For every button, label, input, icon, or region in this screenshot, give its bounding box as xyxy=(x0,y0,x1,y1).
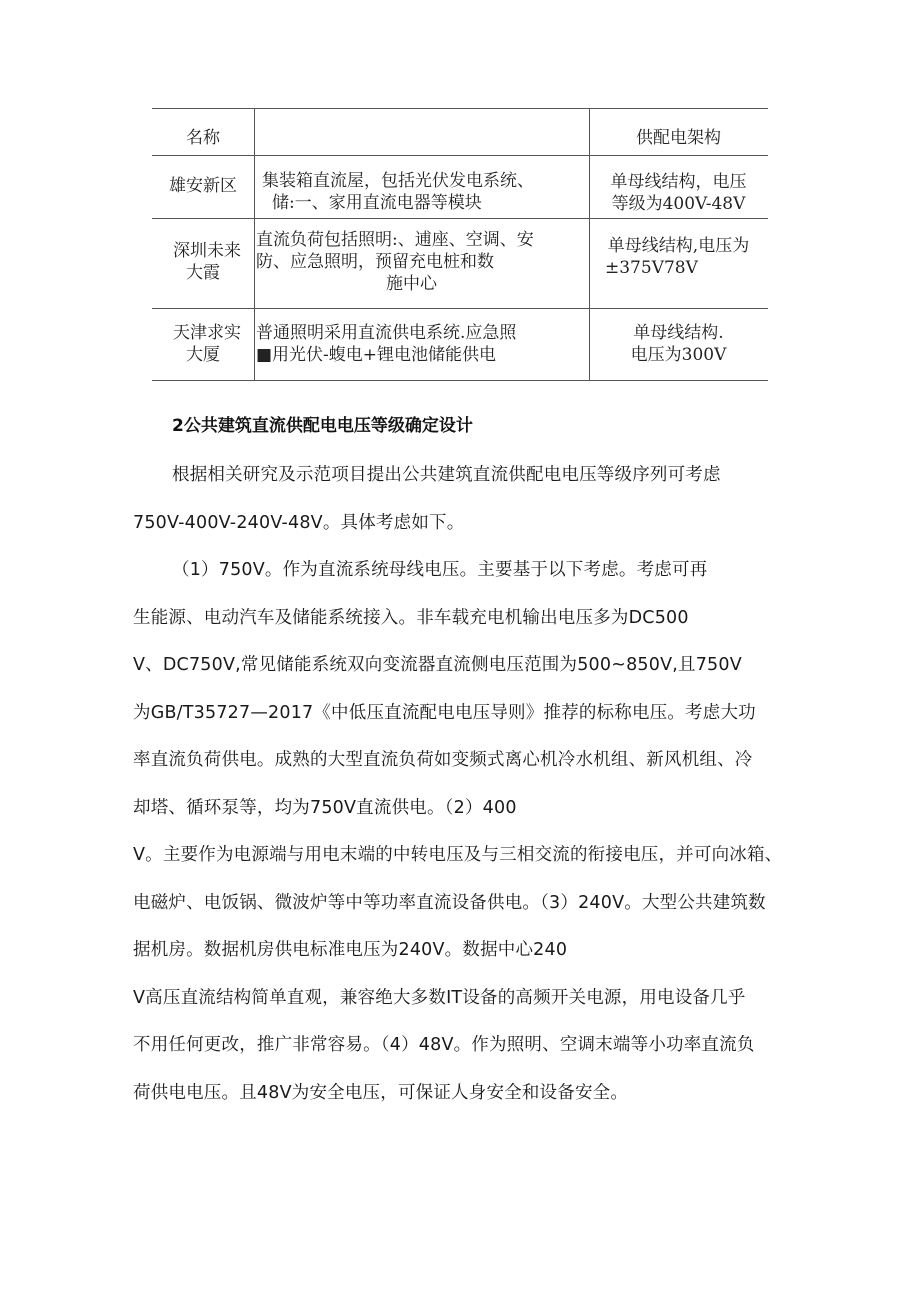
table-rule-bottom xyxy=(152,380,768,381)
paragraph-line: 为GB/T35727—2017《中低压直流配电电压导则》推荐的标称电压。考虑大功 xyxy=(133,703,756,723)
table-rule xyxy=(152,155,768,156)
table-row-2-name: 深圳未来 大霞 xyxy=(173,241,241,283)
table-row-1-arch: 单母线结构，电压 等级为400V-48V xyxy=(610,172,747,214)
table-row-2-arch: 单母线结构,电压为 ±375V78V xyxy=(605,236,750,278)
section-heading: 2公共建筑直流供配电电压等级确定设计 xyxy=(172,416,473,436)
table-rule xyxy=(152,218,768,219)
table-row-1-desc: 集装箱直流屋，包括光伏发电系统、 储:一、家用直流电器等模块 xyxy=(262,171,534,213)
paragraph-line: 电磁炉、电饭锅、微波炉等中等功率直流设备供电。（3）240V。大型公共建筑数 xyxy=(133,893,766,913)
paragraph-line: 却塔、循环泵等，均为750V直流供电。（2）400 xyxy=(133,798,517,818)
paragraph-line: 率直流负荷供电。成熟的大型直流负荷如变频式离心机冷水机组、新风机组、冷 xyxy=(133,750,753,770)
table-row-3-name: 天津求实 大厦 xyxy=(173,323,241,365)
table-row-3-desc: 普通照明采用直流供电系统.应急照 ■用光伏-蝮电+锂电池储能供电 xyxy=(256,323,517,365)
power-architecture-table xyxy=(152,108,768,381)
table-rule-top xyxy=(152,108,768,109)
paragraph-line: 不用任何更改，推广非常容易。（4）48V。作为照明、空调末端等小功率直流负 xyxy=(133,1035,755,1055)
paragraph-line: （1）750V。作为直流系统母线电压。主要基于以下考虑。考虑可再 xyxy=(172,560,708,580)
paragraph-line: 荷供电电压。且48V为安全电压，可保证人身安全和设备安全。 xyxy=(133,1083,629,1103)
paragraph-line: V、DC750V,常见储能系统双向变流器直流侧电压范围为500~850V,且750V xyxy=(133,655,742,675)
table-row-3-arch: 单母线结构. 电压为300V xyxy=(630,323,727,365)
table-header-arch: 供配电架构 xyxy=(636,128,721,148)
paragraph-line: 据机房。数据机房供电标准电压为240V。数据中心240 xyxy=(133,940,568,960)
paragraph-line: 根据相关研究及示范项目提出公共建筑直流供配电电压等级序列可考虑 xyxy=(172,465,721,485)
table-header-desc xyxy=(254,122,589,154)
table-header-name: 名称 xyxy=(186,128,220,148)
paragraph-line: 生能源、电动汽车及储能系统接入。非车载充电机输出电压多为DC500 xyxy=(133,608,689,628)
paragraph-line: V高压直流结构简单直观，兼容绝大多数IT设备的高频开关电源，用电设备几乎 xyxy=(133,988,746,1008)
table-row-1-name: 雄安新区 xyxy=(169,176,237,196)
table-row-2-desc: 直流负荷包括照明:、逋座、空调、安 防、应急照明，预留充电桩和数 施中心 xyxy=(256,230,534,294)
table-rule xyxy=(152,308,768,309)
paragraph-line: 750V-400V-240V-48V。具体考虑如下。 xyxy=(133,513,465,533)
paragraph-line: V。主要作为电源端与用电末端的中转电压及与三相交流的衔接电压，并可向冰箱、 xyxy=(133,845,783,865)
